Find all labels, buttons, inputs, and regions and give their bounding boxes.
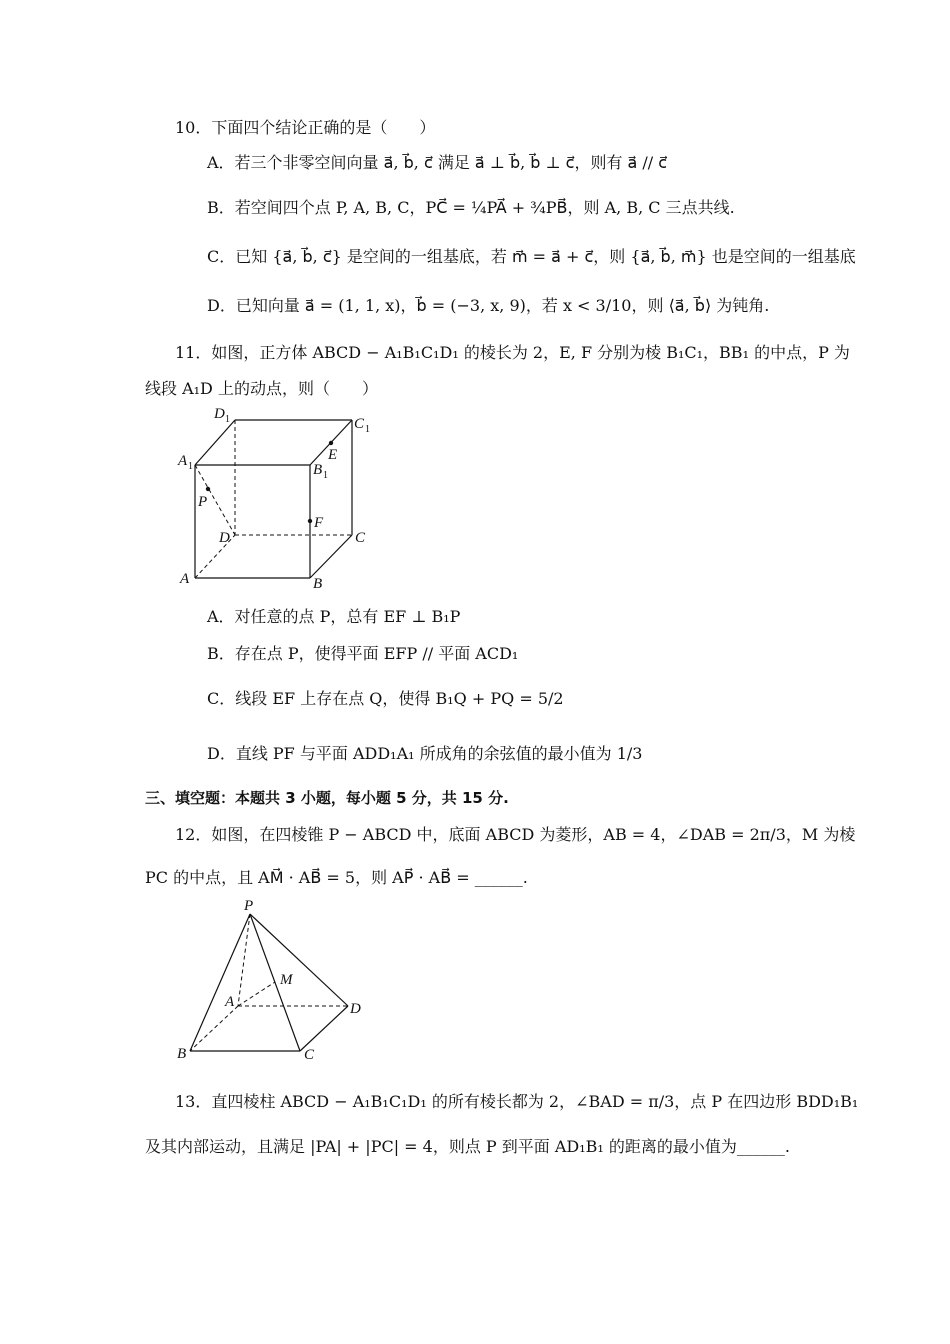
edge-pb: [190, 914, 250, 1051]
label-p: P: [198, 494, 208, 510]
q10-option-b: B．若空间四个点 P, A, B, C，PC⃗ = ¼PA⃗ + ¾PB⃗，则 A, B, C 三点共线.: [207, 198, 735, 217]
q10-stem: 10．下面四个结论正确的是（ ）: [175, 118, 436, 137]
edge-ab-hidden: [190, 1006, 238, 1051]
label-e: E: [328, 447, 338, 463]
q12-stem-line1: 12．如图，在四棱锥 P − ABCD 中，底面 ABCD 为菱形，AB = 4，∠DAB = 2π/3，M 为棱: [175, 825, 856, 844]
edge-a1d1: [195, 420, 235, 465]
section-title: 三、填空题：本题共 3 小题，每小题 5 分，共 15 分.: [145, 789, 509, 807]
q12-stem-line2: PC 的中点，且 AM⃗ · AB⃗ = 5，则 AP⃗ · AB⃗ = ______.: [145, 868, 528, 887]
q11-stem-line1: 11．如图，正方体 ABCD − A₁B₁C₁D₁ 的棱长为 2，E, F 分别为棱 B₁C₁，BB₁ 的中点，P 为: [175, 343, 850, 362]
cube-figure: [170, 405, 380, 597]
label-c: C: [355, 530, 366, 546]
edge-bc: [310, 535, 352, 578]
label-a: A: [180, 571, 190, 587]
q11-option-c: C．线段 EF 上存在点 Q，使得 B₁Q + PQ = 5/2: [207, 689, 564, 708]
label-p: P: [244, 898, 254, 914]
label-d1-sub: 1: [225, 414, 230, 425]
label-a1: A: [178, 453, 188, 469]
label-b: B: [313, 576, 323, 592]
label-m: M: [280, 972, 293, 988]
q11-option-d: D．直线 PF 与平面 ADD₁A₁ 所成角的余弦值的最小值为 1/3: [207, 744, 643, 763]
label-a1-sub: 1: [188, 461, 193, 472]
label-c: C: [304, 1047, 315, 1063]
label-b1-sub: 1: [323, 470, 328, 481]
q10-option-d: D．已知向量 a⃗ = (1, 1, x)，b⃗ = (−3, x, 9)，若 x < 3/10，则 ⟨a⃗, b⃗⟩ 为钝角.: [207, 296, 770, 315]
label-f: F: [314, 515, 324, 531]
label-b: B: [177, 1046, 187, 1062]
edge-pd: [250, 914, 348, 1006]
q11-stem-line2: 线段 A₁D 上的动点，则（ ）: [145, 379, 378, 398]
label-a: A: [225, 994, 235, 1010]
label-b1: B: [313, 462, 323, 478]
label-c1: C: [354, 416, 365, 432]
edge-am-hidden: [238, 982, 275, 1006]
edge-cd: [300, 1006, 348, 1051]
label-c1-sub: 1: [365, 424, 370, 435]
pyramid-figure: [170, 896, 370, 1066]
point-e: [329, 441, 333, 445]
q11-option-a: A．对任意的点 P，总有 EF ⊥ B₁P: [207, 607, 461, 626]
point-p: [206, 487, 210, 491]
label-d: D: [350, 1001, 361, 1017]
q13-stem-line2: 及其内部运动，且满足 |PA| + |PC| = 4，则点 P 到平面 AD₁B₁ 的距离的最小值为______.: [145, 1137, 791, 1156]
q10-option-a: A．若三个非零空间向量 a⃗, b⃗, c⃗ 满足 a⃗ ⊥ b⃗, b⃗ ⊥ c⃗，则有 a⃗ // c⃗: [207, 153, 668, 172]
q13-stem-line1: 13．直四棱柱 ABCD − A₁B₁C₁D₁ 的所有棱长都为 2，∠BAD = π/3，点 P 在四边形 BDD₁B₁: [175, 1092, 859, 1111]
q11-option-b: B．存在点 P，使得平面 EFP // 平面 ACD₁: [207, 644, 519, 663]
q10-option-c: C．已知 {a⃗, b⃗, c⃗} 是空间的一组基底，若 m⃗ = a⃗ + c⃗，则 {a⃗, b⃗, m⃗} 也是空间的一组基底: [207, 247, 856, 266]
point-f: [308, 519, 312, 523]
label-d1: D: [214, 406, 225, 422]
label-d: D: [219, 530, 230, 546]
